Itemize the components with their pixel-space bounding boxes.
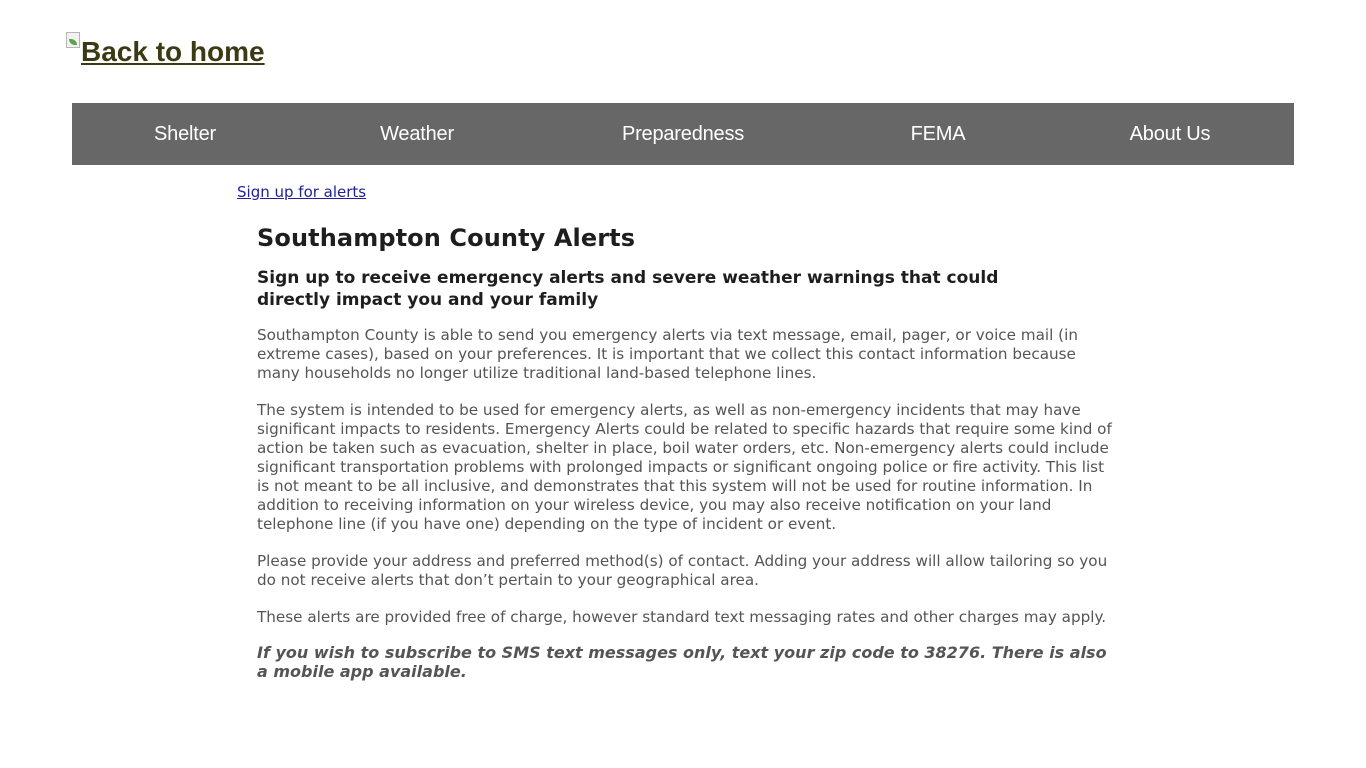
page-subtitle: Sign up to receive emergency alerts and severe weather warnings that could directly impact you and your family xyxy=(257,268,999,310)
nav-item-weather[interactable]: Weather xyxy=(380,122,454,145)
paragraph-intro: Southampton County is able to send you emergency alerts via text message, email, pager, or voice mail (in extreme cases), based on your preferences. It is important that we collect this contact information because many households no longer utilize traditional land-based telephone lines. xyxy=(257,326,1078,382)
back-to-home-label: Back to home xyxy=(81,36,265,67)
nav-item-shelter[interactable]: Shelter xyxy=(154,122,216,145)
page-title: Southampton County Alerts xyxy=(257,224,636,252)
paragraph-system-purpose: The system is intended to be used for emergency alerts, as well as non-emergency incidents that may have significant impacts to residents. Emergency Alerts could be related to specific hazards that require some kind of action be taken such as evacuation, shelter in place, boil water orders, etc. Non-emergency alerts could include significant transportation problems with prolonged impacts or significant ongoing police or fire activity. This list is not meant to be all inclusive, and demonstrates that this system will not be used for routine information. In addition to receiving information on your wireless device, you may also receive notification on your land telephone line (if you have one) depending on the type of incident or event. xyxy=(257,401,1112,533)
broken-image-icon xyxy=(65,32,81,48)
nav-item-about-us[interactable]: About Us xyxy=(1129,122,1211,145)
paragraph-charges: These alerts are provided free of charge, however standard text messaging rates and other charges may apply. xyxy=(257,608,1107,626)
main-content xyxy=(257,222,1117,681)
main-navigation xyxy=(72,103,1294,165)
nav-item-fema[interactable]: FEMA xyxy=(910,122,966,145)
back-to-home-link[interactable] xyxy=(65,31,265,69)
nav-item-preparedness[interactable]: Preparedness xyxy=(621,122,745,145)
sign-up-for-alerts-link[interactable]: Sign up for alerts xyxy=(237,183,367,201)
paragraph-address: Please provide your address and preferred method(s) of contact. Adding your address will allow tailoring so you do not receive alerts that don’t pertain to your geographical area. xyxy=(257,552,1108,589)
sms-note: If you wish to subscribe to SMS text messages only, text your zip code to 38276. There is also a mobile app available. xyxy=(257,643,1107,681)
